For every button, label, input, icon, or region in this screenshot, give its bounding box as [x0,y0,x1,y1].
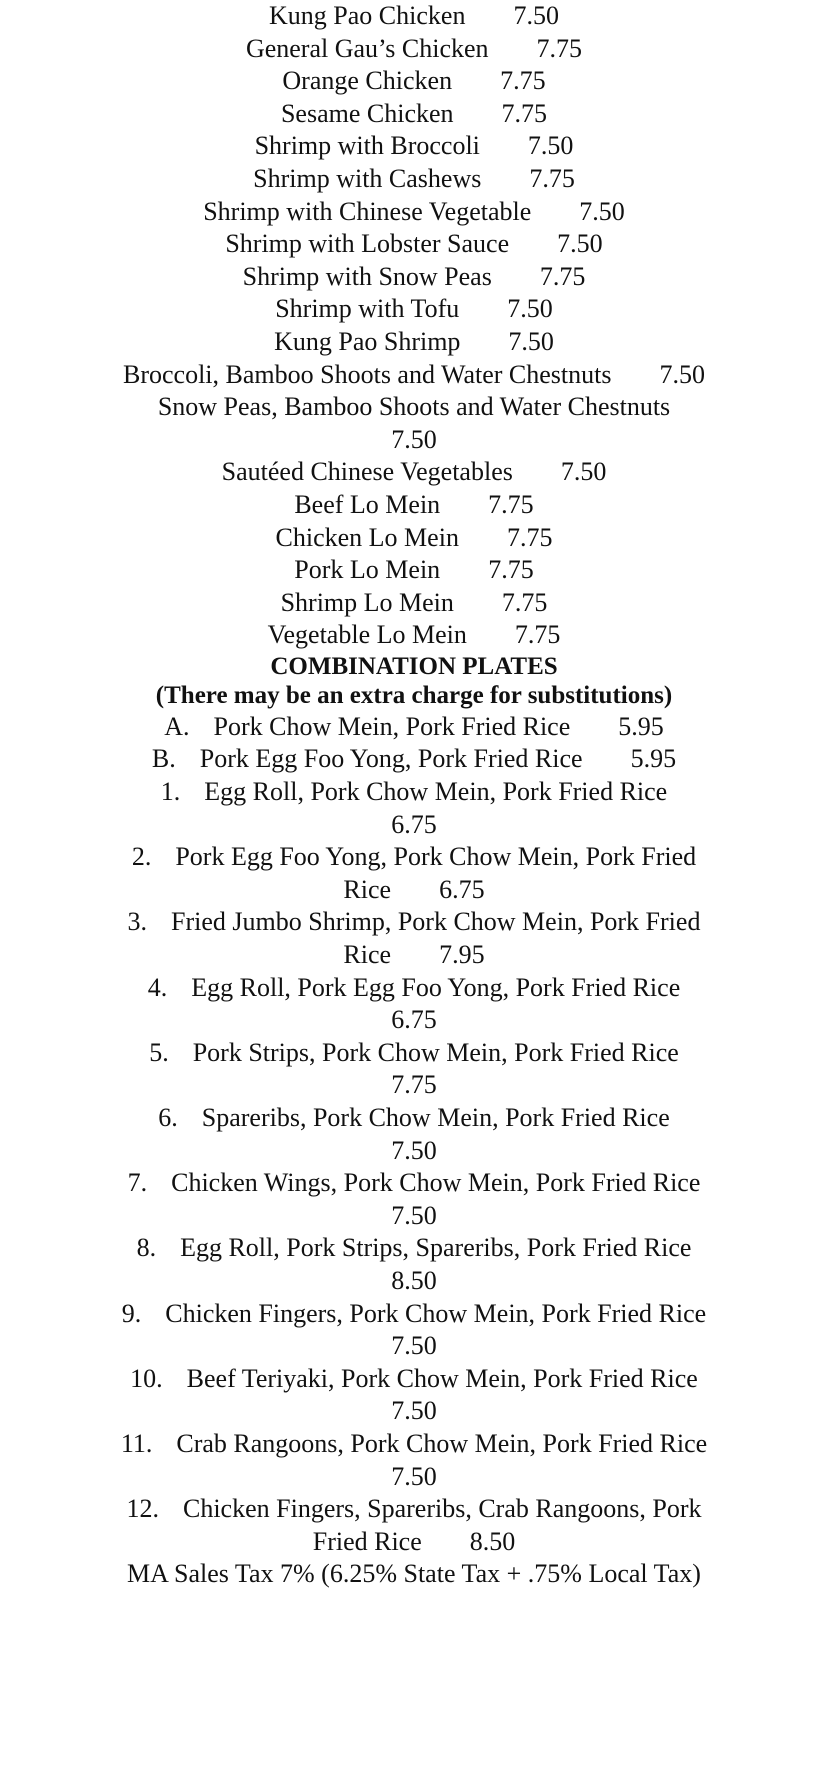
item-price: 5.95 [630,744,677,774]
menu-item [0,196,828,229]
item-name: Fried Rice [312,1526,422,1556]
menu-item [0,33,828,66]
item-price: 7.50 [659,359,705,389]
menu-item [0,1526,828,1559]
combo-line [0,1493,828,1526]
item-name: Beef Teriyaki, Pork Chow Mein, Pork Fried Rice [186,1363,698,1393]
combo-number: 11. [120,1428,153,1458]
combo-line [0,1102,828,1135]
menu-text-line: 7.50 [391,1461,437,1491]
item-price: 7.95 [439,940,485,970]
menu-item [0,489,828,522]
item-price: 7.75 [500,66,546,96]
item-name: Chicken Fingers, Spareribs, Crab Rangoons, Pork [182,1494,702,1524]
combo-line [0,711,828,744]
combo-line [0,1167,828,1200]
menu-item [0,619,828,652]
item-name: Kung Pao Chicken [269,1,466,30]
menu-item [0,65,828,98]
combo-line [0,776,828,809]
item-price: 7.75 [488,489,534,519]
combo-line [0,906,828,939]
item-name: Shrimp with Lobster Sauce [225,229,510,259]
item-name: Pork Egg Foo Yong, Pork Chow Mein, Pork Fried [175,842,697,872]
item-price: 7.75 [539,261,586,291]
menu-item [0,874,828,907]
combo-line [0,841,828,874]
combo-number: 10. [130,1363,163,1393]
menu-item [0,228,828,261]
combo-line [0,743,828,776]
item-name: Kung Pao Shrimp [274,326,461,356]
item-name: General Gau’s Chicken [245,33,489,63]
item-price: 7.75 [488,555,534,585]
menu-item [0,359,828,392]
combo-line [0,1232,828,1265]
item-price: 7.50 [560,457,607,487]
menu-text-line: Snow Peas, Bamboo Shoots and Water Chestnuts [157,392,671,422]
combo-line [0,972,828,1005]
item-name: Beef Lo Mein [294,489,441,519]
menu-text-line: 7.50 [391,424,437,454]
combo-number: 7. [127,1168,148,1198]
item-name: Egg Roll, Pork Strips, Spareribs, Pork Fried Rice [180,1233,692,1263]
combo-line [0,1298,828,1331]
combo-number: 9. [121,1298,142,1328]
item-name: Orange Chicken [282,66,453,96]
menu-item [0,261,828,294]
menu-item [0,0,828,33]
item-name: Spareribs, Pork Chow Mein, Pork Fried Rice [201,1103,670,1132]
item-name: Rice [343,874,392,904]
menu-item [0,554,828,587]
item-name: Shrimp Lo Mein [280,587,454,617]
combo-line [0,1037,828,1070]
item-name: Chicken Wings, Pork Chow Mein, Pork Fried Rice [171,1168,701,1198]
item-name: Vegetable Lo Mein [267,620,467,650]
item-name: Rice [343,940,392,970]
item-price: 7.75 [501,98,548,128]
item-name: Pork Strips, Pork Chow Mein, Pork Fried Rice [192,1037,679,1067]
menu-text-line: 6.75 [391,1005,437,1035]
combo-number: 3. [127,907,148,937]
item-price: 7.75 [529,163,575,193]
menu-text-line: 7.50 [391,1200,437,1230]
combo-number: 12. [126,1494,159,1524]
item-name: Chicken Fingers, Pork Chow Mein, Pork Fried Rice [165,1298,707,1328]
item-name: Pork Egg Foo Yong, Pork Fried Rice [199,744,583,774]
item-price: 7.75 [501,587,548,617]
item-price: 7.50 [527,131,574,161]
menu-item [0,939,828,972]
item-price: 7.50 [508,326,554,356]
combo-number: 4. [147,972,168,1002]
item-name: Chicken Lo Mein [275,522,459,552]
combo-number: 2. [131,842,152,872]
menu-item [0,522,828,555]
combo-number: A. [164,711,190,741]
menu-text-line: MA Sales Tax 7% (6.25% State Tax + .75% Local Tax) [127,1559,701,1589]
item-price: 7.50 [507,294,553,324]
item-price: 6.75 [439,874,485,904]
item-name: Pork Chow Mein, Pork Fried Rice [213,711,571,741]
item-name: Broccoli, Bamboo Shoots and Water Chestnuts [123,359,612,389]
item-name: Shrimp with Chinese Vegetable [203,196,532,226]
menu-text-line: 7.50 [391,1396,437,1426]
item-name: Pork Lo Mein [294,555,441,585]
menu-text-line: 6.75 [391,809,437,839]
item-price: 7.50 [579,196,625,226]
menu-item [0,163,828,196]
combo-number: 8. [136,1233,157,1263]
item-name: Shrimp with Cashews [253,163,482,193]
item-name: Shrimp with Broccoli [254,131,480,161]
item-name: Egg Roll, Pork Egg Foo Yong, Pork Fried Rice [191,972,681,1002]
item-price: 7.75 [506,522,553,552]
item-price: 7.75 [536,33,583,63]
combo-number: 5. [149,1037,169,1067]
menu-item [0,456,828,489]
menu-item [0,587,828,620]
menu-item [0,130,828,163]
item-name: Fried Jumbo Shrimp, Pork Chow Mein, Pork Fried [171,907,701,937]
item-price: 7.75 [514,620,561,650]
item-name: Crab Rangoons, Pork Chow Mein, Pork Fried Rice [176,1428,708,1458]
menu-item [0,293,828,326]
item-name: Shrimp with Snow Peas [242,261,492,291]
combo-number: B. [151,744,176,774]
item-price: 8.50 [469,1526,516,1556]
menu-item [0,98,828,131]
item-price: 5.95 [618,711,664,741]
item-name: Sautéed Chinese Vegetables [221,457,513,487]
item-name: Egg Roll, Pork Chow Mein, Pork Fried Rice [204,777,668,807]
item-name: Shrimp with Tofu [275,294,460,324]
item-price: 7.50 [513,1,559,30]
combo-number: 1. [160,777,181,807]
section-heading: COMBINATION PLATES [270,652,558,680]
combo-line [0,1363,828,1396]
menu-item [0,326,828,359]
item-price: 7.50 [557,229,603,259]
combo-number: 6. [158,1103,178,1132]
menu-text-line: 7.50 [391,1331,437,1361]
menu-text-line: 7.75 [391,1070,437,1100]
item-name: Sesame Chicken [280,98,454,128]
menu-text-line: 7.50 [391,1135,437,1165]
menu-text-line: 8.50 [391,1265,437,1295]
combo-line [0,1428,828,1461]
section-heading: (There may be an extra charge for substitutions) [155,682,673,710]
